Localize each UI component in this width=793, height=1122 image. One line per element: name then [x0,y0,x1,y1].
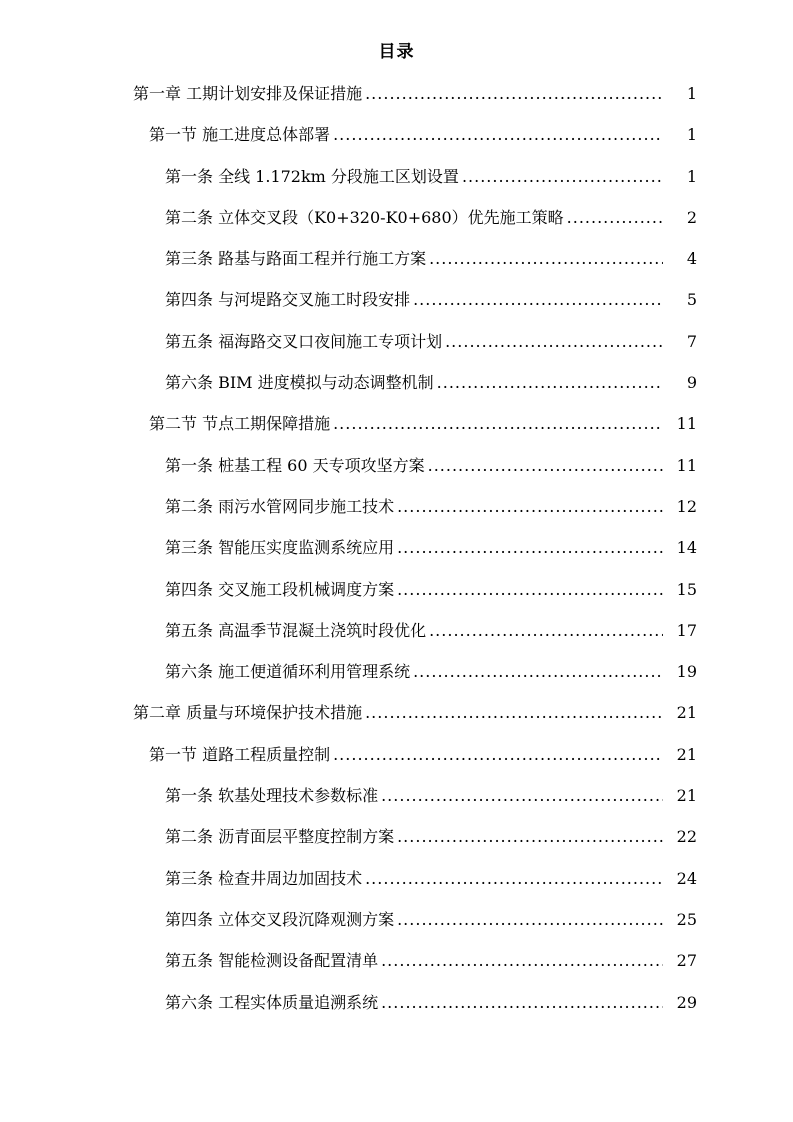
toc-entry-article[interactable] [0,204,793,245]
toc-entry-text: 第一节 道路工程质量控制 [149,744,331,764]
toc-leader-dots [365,865,663,893]
toc-page-number: 14 [676,538,697,558]
toc-page-number: 21 [676,703,697,723]
toc-leader-dots [567,204,663,232]
toc-page-number: 1 [686,166,697,186]
toc-page-number: 29 [676,992,697,1012]
toc-entry-chapter[interactable] [0,699,793,740]
toc-entry-text: 第二节 节点工期保障措施 [149,414,331,434]
toc-entry-text: 第一条 软基处理技术参数标准 [165,786,379,806]
toc-page-number: 17 [676,620,697,640]
toc-entry-text: 第六条 BIM 进度模拟与动态调整机制 [165,373,434,393]
toc-page-number: 21 [676,786,697,806]
toc-entry-text: 第一章 工期计划安排及保证措施 [133,84,363,103]
toc-entry-article[interactable] [0,782,793,823]
toc-entry-text: 第三条 智能压实度监测系统应用 [165,538,395,558]
toc-page-number: 1 [686,84,697,103]
toc-entry-text: 第一节 施工进度总体部署 [149,125,331,145]
toc-leader-dots [397,534,663,562]
toc-leader-dots [381,782,663,810]
toc-entry-text: 第一条 桩基工程 60 天专项攻坚方案 [165,455,425,475]
toc-leader-dots [397,823,663,851]
toc-page-number: 1 [686,125,697,145]
toc-entry-article[interactable] [0,576,793,617]
toc-leader-dots [397,576,663,604]
toc-entry-text: 第六条 工程实体质量追溯系统 [165,992,379,1012]
toc-entry-text: 第三条 检查井周边加固技术 [165,868,363,888]
toc-entry-section[interactable] [0,121,793,162]
toc-list [0,80,793,1030]
toc-entry-section[interactable] [0,741,793,782]
toc-page-number: 7 [686,331,697,351]
toc-leader-dots [413,286,663,314]
toc-leader-dots [429,617,663,645]
toc-page-number: 2 [686,207,697,227]
toc-leader-dots [381,947,663,975]
toc-entry-text: 第六条 施工便道循环利用管理系统 [165,662,411,682]
toc-entry-article[interactable] [0,452,793,493]
toc-entry-text: 第二章 质量与环境保护技术措施 [133,703,363,723]
toc-entry-text: 第二条 立体交叉段（K0+320-K0+680）优先施工策略 [165,207,564,227]
toc-entry-text: 第二条 雨污水管网同步施工技术 [165,496,395,516]
toc-leader-dots [462,163,663,191]
toc-leader-dots [333,741,663,769]
toc-entry-article[interactable] [0,865,793,906]
toc-leader-dots [365,80,663,108]
toc-entry-text: 第四条 与河堤路交叉施工时段安排 [165,290,411,310]
toc-entry-text: 第二条 沥青面层平整度控制方案 [165,827,395,847]
toc-leader-dots [428,452,663,480]
toc-page-number: 24 [676,868,697,888]
toc-page-number: 21 [676,744,697,764]
toc-entry-article[interactable] [0,906,793,947]
toc-entry-text: 第四条 交叉施工段机械调度方案 [165,579,395,599]
toc-leader-dots [365,699,663,727]
toc-page-number: 12 [676,496,697,516]
toc-entry-text: 第五条 高温季节混凝土浇筑时段优化 [165,620,427,640]
toc-entry-article[interactable] [0,534,793,575]
toc-leader-dots [413,658,663,686]
toc-entry-text: 第四条 立体交叉段沉降观测方案 [165,909,395,929]
toc-leader-dots [445,328,663,356]
toc-entry-article[interactable] [0,947,793,988]
toc-page-number: 5 [686,290,697,310]
toc-page-number: 22 [676,827,697,847]
toc-entry-article[interactable] [0,493,793,534]
toc-entry-section[interactable] [0,410,793,451]
toc-leader-dots [437,369,663,397]
toc-entry-text: 第五条 智能检测设备配置清单 [165,951,379,971]
toc-leader-dots [333,121,663,149]
toc-page-number: 11 [676,414,697,434]
toc-page-number: 27 [676,951,697,971]
toc-page-number: 11 [676,455,697,475]
toc-entry-article[interactable] [0,163,793,204]
toc-entry-text: 第五条 福海路交叉口夜间施工专项计划 [165,331,443,351]
toc-entry-article[interactable] [0,823,793,864]
toc-entry-text: 第一条 全线 1.172km 分段施工区划设置 [165,166,459,186]
toc-page-number: 19 [676,662,697,682]
toc-title: 目录 [378,42,415,62]
toc-entry-text: 第三条 路基与路面工程并行施工方案 [165,249,427,269]
toc-entry-chapter[interactable] [0,80,793,121]
toc-leader-dots [397,493,663,521]
toc-entry-article[interactable] [0,245,793,286]
toc-entry-article[interactable] [0,989,793,1030]
toc-page-number: 25 [676,909,697,929]
toc-entry-article[interactable] [0,369,793,410]
toc-entry-article[interactable] [0,328,793,369]
toc-leader-dots [381,989,663,1017]
toc-entry-article[interactable] [0,286,793,327]
toc-page-number: 4 [686,249,697,269]
toc-leader-dots [429,245,663,273]
toc-leader-dots [397,906,663,934]
toc-page-number: 15 [676,579,697,599]
toc-page-number: 9 [686,373,697,393]
toc-leader-dots [333,410,663,438]
toc-entry-article[interactable] [0,617,793,658]
toc-entry-article[interactable] [0,658,793,699]
